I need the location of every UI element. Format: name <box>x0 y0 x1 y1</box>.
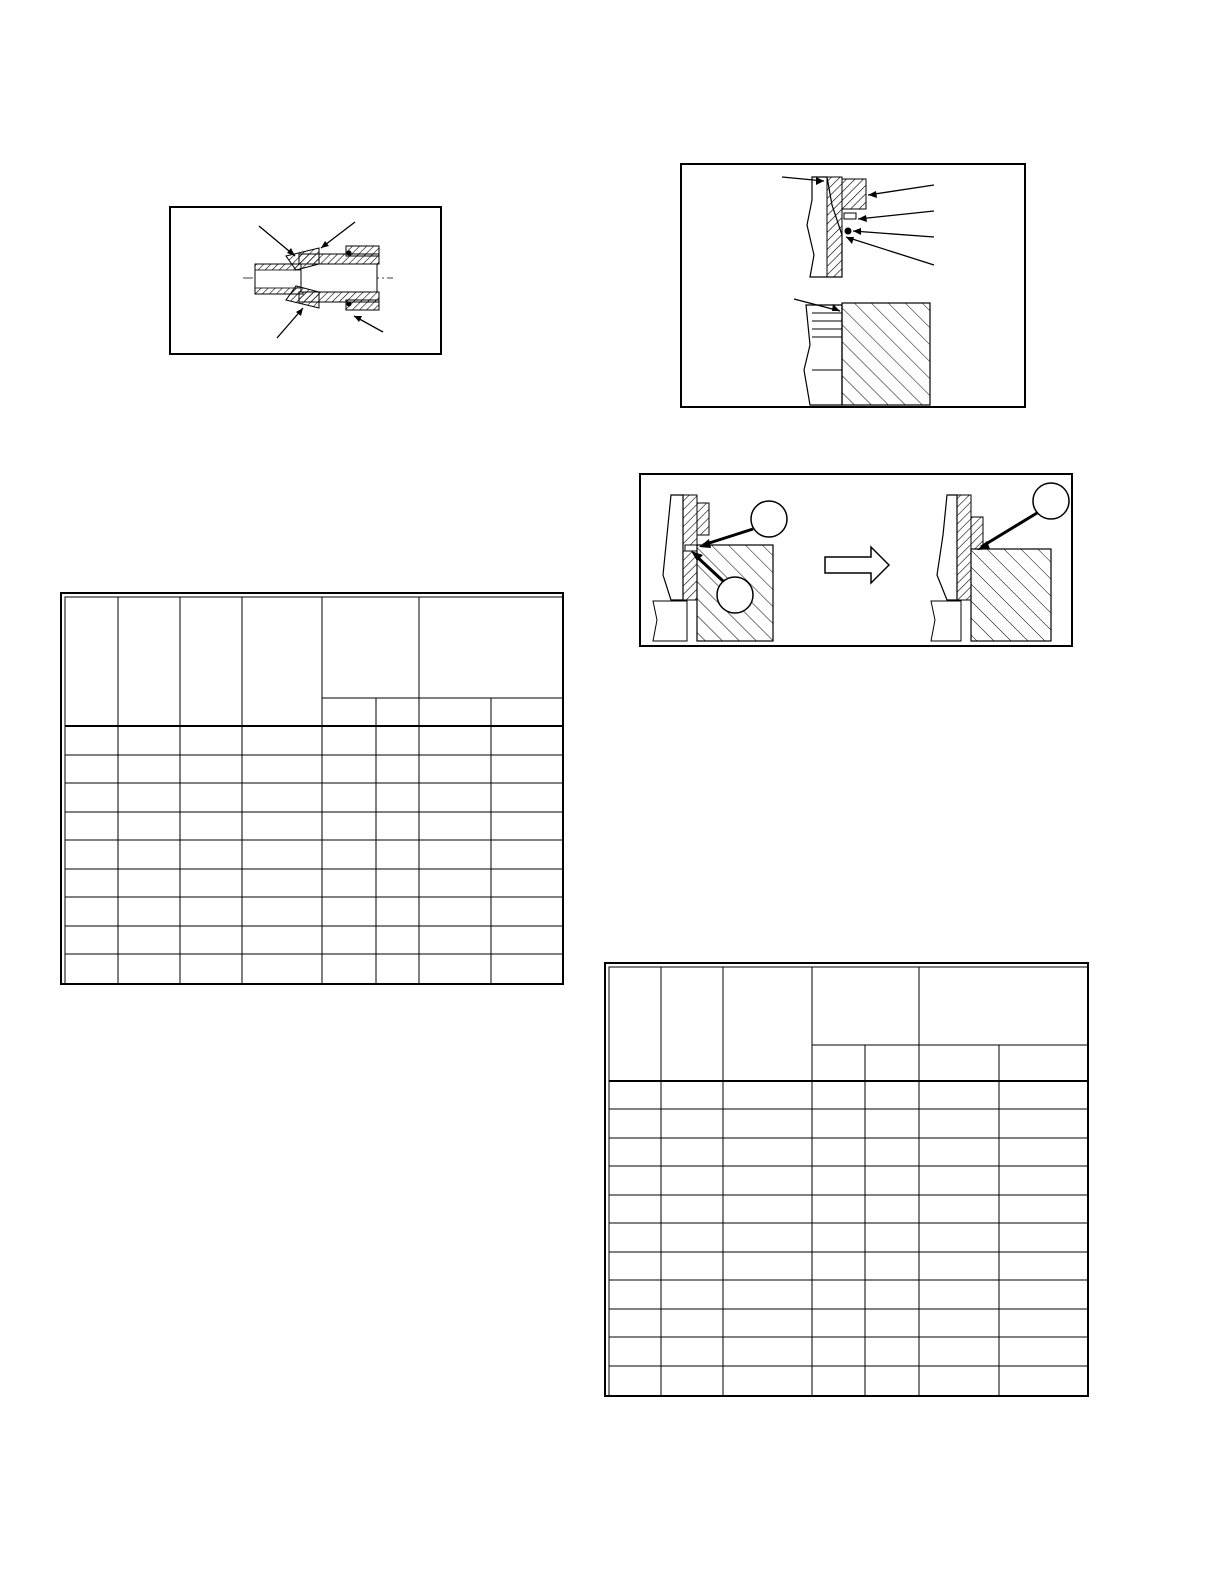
fitting-cross-section-figure <box>169 206 442 355</box>
thread-seal-detail-drawing <box>682 165 1028 410</box>
table-left-grid <box>62 594 566 987</box>
table-left <box>60 592 564 985</box>
seal-installation-figure <box>639 473 1073 647</box>
thread-seal-detail-figure <box>680 163 1026 408</box>
seal-installation-drawing <box>641 475 1075 649</box>
fitting-cross-section-drawing <box>171 208 444 357</box>
table-right <box>604 962 1089 1397</box>
table-right-grid <box>606 964 1091 1399</box>
